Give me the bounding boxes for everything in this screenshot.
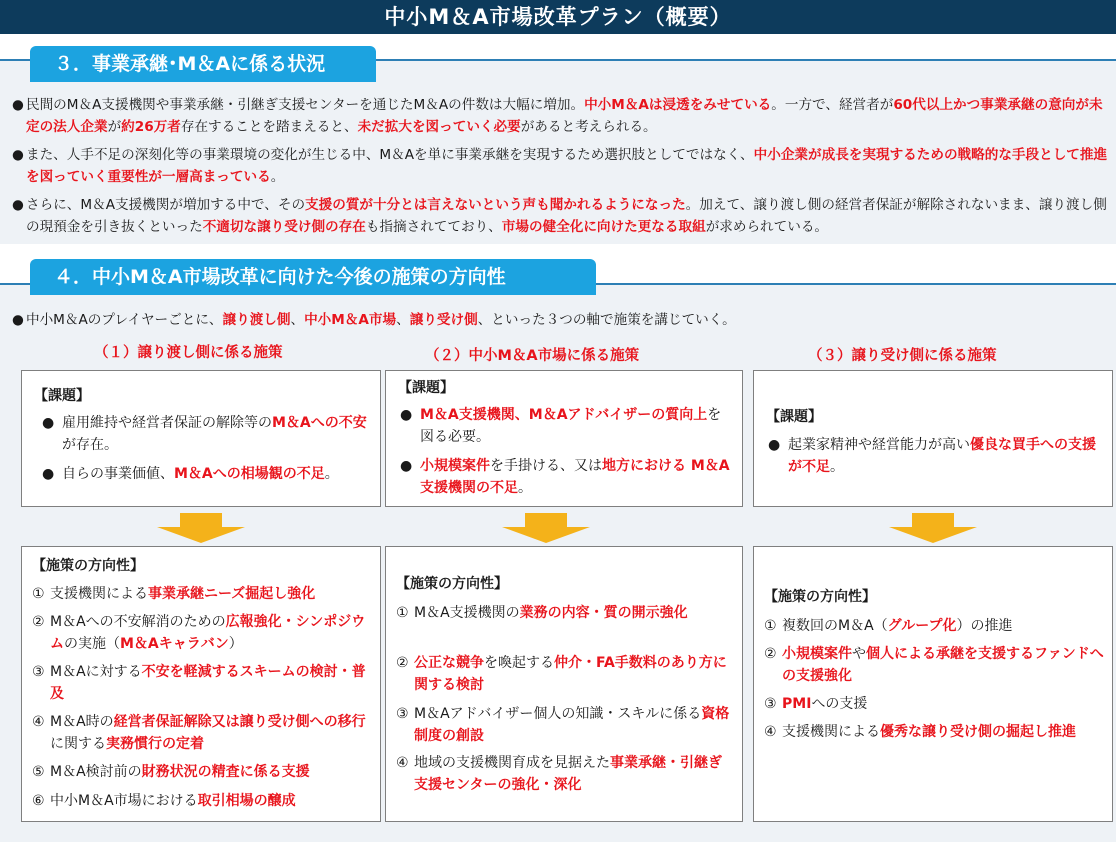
column3-heading: （３）譲り受け側に係る施策 [808, 348, 997, 364]
emphasis-text: 優秀な譲り受け側の掘起し推進 [880, 724, 1076, 740]
body-text: 。 [324, 466, 339, 482]
issue-item [768, 434, 1104, 478]
bullet-text [12, 144, 1108, 188]
body-text: 。一方で、経営者が [771, 97, 894, 113]
policy-text [32, 711, 372, 755]
body-text: 起業家精神や経営能力が高い [788, 437, 970, 453]
issue-text [42, 412, 378, 456]
body-text: があると考えられる。 [520, 119, 657, 135]
body-text: M＆A時の [50, 714, 114, 730]
body-text: 、といった３つの軸で施策を講じていく。 [477, 312, 736, 328]
body-text: M＆A支援機関の [414, 605, 520, 621]
body-text: を喚起する [484, 655, 554, 671]
body-text: に関する [50, 736, 106, 752]
emphasis-text: PMI [782, 696, 812, 712]
policy-text [396, 652, 732, 696]
emphasis-text: 小規模案件 [420, 458, 490, 474]
issue-item [400, 404, 730, 448]
emphasis-text: 取引相場の醸成 [197, 793, 296, 809]
body-text: また、人手不足の深刻化等の事業環境の変化が生じる中、M＆Aを単に事業承継を実現するため選択肢としてではなく、 [26, 147, 754, 163]
column1-issue-box [21, 370, 381, 507]
policy-number: ④ [764, 724, 777, 740]
policy-text [396, 752, 732, 796]
issue-item [42, 412, 378, 456]
policy-item [32, 583, 372, 605]
body-text: を手掛ける、又は [490, 458, 602, 474]
body-text: 支援機関による [50, 586, 148, 602]
policy-label: 【施策の方向性】 [32, 558, 144, 574]
emphasis-text: 小規模案件 [782, 646, 852, 662]
section3-bullet-2 [12, 144, 1108, 188]
body-text: が求められている。 [705, 219, 829, 235]
policy-text [764, 721, 1104, 743]
policy-item [764, 693, 1104, 715]
bullet-text [12, 194, 1116, 238]
emphasis-text: 60代以上かつ事業承継の意向が未定の法人企業 [26, 97, 1103, 135]
body-text: M＆Aアドバイザー個人の知識・スキルに係る [414, 706, 702, 722]
issue-label: 【課題】 [34, 388, 90, 404]
emphasis-text: 仲介・FA手数料のあり方に関する検討 [414, 655, 727, 693]
body-text: さらに、M＆A支援機関が増加する中で、その [26, 197, 306, 213]
issue-label: 【課題】 [398, 380, 454, 396]
issue-item [400, 455, 730, 499]
bullet-marker: ● [12, 312, 24, 328]
emphasis-text: 中小M＆Aは浸透をみせている [584, 97, 772, 113]
policy-number: ④ [32, 714, 45, 730]
emphasis-text: 公正な競争 [414, 655, 484, 671]
policy-text [396, 703, 732, 747]
policy-label: 【施策の方向性】 [764, 589, 876, 605]
issue-text [768, 434, 1104, 478]
section3-heading: ３．事業承継･M＆Aに係る状況 [30, 46, 376, 82]
body-text: M＆Aに対する [50, 664, 142, 680]
section4-heading: ４．中小M＆A市場改革に向けた今後の施策の方向性 [30, 259, 596, 295]
policy-number: ③ [32, 664, 45, 680]
emphasis-text: 中小企業が成長を実現するための戦略的な手段として推進を図っていく重要性が一層高まっている [26, 147, 1108, 185]
emphasis-text: 譲り受け側 [409, 312, 478, 328]
emphasis-text: 個人による承継を支援するファンドへの支援強化 [782, 646, 1104, 684]
body-text: が存在。 [62, 437, 118, 453]
down-arrow-icon [525, 513, 567, 527]
emphasis-text: 不安を軽減するスキームの検討・普及 [50, 664, 366, 702]
issue-item [42, 463, 378, 485]
emphasis-text: 優良な買手への支援が不足 [788, 437, 1096, 475]
emphasis-text: 事業承継ニーズ掘起し強化 [148, 586, 316, 602]
policy-text [396, 602, 732, 624]
policy-number: ① [396, 605, 409, 621]
emphasis-text: 約26万者 [121, 119, 181, 135]
body-text: 支援機関による [782, 724, 880, 740]
policy-item [396, 652, 732, 696]
column1-policy-box [21, 546, 381, 822]
bullet-marker: ● [42, 466, 55, 482]
body-text: や [852, 646, 866, 662]
body-text: 。 [518, 480, 532, 496]
section4-intro [12, 309, 1108, 331]
bullet-marker: ● [400, 458, 413, 474]
policy-number: ④ [396, 755, 409, 771]
body-text: の実施（ [64, 636, 120, 652]
policy-number: ③ [764, 696, 777, 712]
body-text: も指摘されてており、 [365, 219, 502, 235]
emphasis-text: 経営者保証解除又は譲り受け側への移行 [113, 714, 366, 730]
body-text: への支援 [811, 696, 868, 712]
column1-heading: （１）譲り渡し側に係る施策 [94, 345, 283, 361]
column2-policy-box [385, 546, 743, 822]
body-text: 存在することを踏まえると、 [180, 119, 358, 135]
policy-item [32, 790, 372, 812]
body-text: 雇用維持や経営者保証の解除等の [62, 415, 272, 431]
column2-issue-box [385, 370, 743, 507]
emphasis-text: M＆Aへの相場観の不足 [174, 466, 325, 482]
down-arrow-icon [912, 513, 954, 527]
policy-item [764, 643, 1104, 687]
emphasis-text: 資格制度の創設 [414, 706, 730, 744]
intro-text [12, 309, 1108, 331]
emphasis-text: M＆Aキャラバン [120, 636, 229, 652]
policy-number: ② [764, 646, 777, 662]
policy-text [764, 615, 1104, 637]
bullet-text [12, 94, 1108, 138]
emphasis-text: 広報強化・シンポジウム [50, 614, 366, 652]
emphasis-text: 事業承継・引継ぎ支援センターの強化・深化 [414, 755, 722, 793]
policy-item [764, 721, 1104, 743]
column2-heading: （２）中小M＆A市場に係る施策 [425, 348, 640, 364]
body-text: 複数回のM＆A（ [782, 618, 888, 634]
policy-number: ① [764, 618, 777, 634]
policy-text [32, 790, 372, 812]
emphasis-text: グループ化 [887, 618, 957, 634]
bullet-marker: ● [12, 97, 24, 113]
column3-policy-box [753, 546, 1113, 822]
down-arrow-icon [157, 527, 245, 543]
policy-number: ② [32, 614, 45, 630]
policy-number: ③ [396, 706, 409, 722]
emphasis-text: M＆A支援機関、M＆Aアドバイザーの質向上 [420, 407, 708, 423]
emphasis-text: 業務の内容・質の開示強化 [519, 605, 688, 621]
body-text: が [107, 119, 122, 135]
issue-text [400, 404, 730, 448]
body-text: M＆A検討前の [50, 764, 142, 780]
issue-text [400, 455, 730, 499]
emphasis-text: 実務慣行の定着 [106, 736, 204, 752]
policy-text [32, 661, 372, 705]
column3-issue-box [753, 370, 1113, 507]
policy-text [32, 583, 372, 605]
body-text: M＆Aへの不安解消のための [50, 614, 226, 630]
emphasis-text: 不適切な譲り受け側の存在 [202, 219, 366, 235]
emphasis-text: 支援の質が十分とは言えないという声も聞かれるようになった [305, 197, 686, 213]
policy-text [32, 611, 372, 655]
body-text: 、 [396, 312, 410, 328]
body-text: 地域の支援機関育成を見据えた [414, 755, 610, 771]
policy-item [764, 615, 1104, 637]
bullet-marker: ● [768, 437, 781, 453]
policy-item [396, 602, 732, 624]
policy-item [32, 661, 372, 705]
policy-text [32, 761, 372, 783]
policy-item [32, 711, 372, 755]
emphasis-text: 地方における M＆A支援機関の不足 [420, 458, 730, 496]
body-text: 。 [270, 169, 285, 185]
policy-number: ① [32, 586, 45, 602]
down-arrow-icon [502, 527, 590, 543]
emphasis-text: 市場の健全化に向けた更なる取組 [501, 219, 706, 235]
down-arrow-icon [180, 513, 222, 527]
policy-text [764, 693, 1104, 715]
policy-label: 【施策の方向性】 [396, 576, 508, 592]
emphasis-text: 中小M＆A市場 [304, 312, 397, 328]
body-text: 、 [290, 312, 305, 328]
policy-number: ⑤ [32, 764, 45, 780]
bullet-marker: ● [42, 415, 55, 431]
emphasis-text: 財務状況の精査に係る支援 [141, 764, 310, 780]
policy-number: ② [396, 655, 409, 671]
emphasis-text: M＆Aへの不安 [272, 415, 367, 431]
body-text: 中小M＆Aのプレイヤーごとに、 [26, 312, 223, 328]
body-text: 民間のM＆A支援機関や事業承継・引継ぎ支援センターを通じたM＆Aの件数は大幅に増加。 [26, 97, 585, 113]
policy-item [396, 752, 732, 796]
body-text: ）の推進 [956, 618, 1013, 634]
body-text: ） [228, 636, 243, 652]
bullet-marker: ● [12, 197, 24, 213]
body-text: 中小M＆A市場における [50, 793, 198, 809]
body-text: 。加えて、譲り渡し側の経営者保証が解除されないまま、譲り渡し側の現預金を引き抜くといった [26, 197, 1107, 235]
bullet-marker: ● [12, 147, 24, 163]
down-arrow-icon [889, 527, 977, 543]
body-text: を図る必要。 [420, 407, 722, 445]
emphasis-text: 譲り渡し側 [222, 312, 291, 328]
policy-text [764, 643, 1104, 687]
body-text: 。 [830, 459, 844, 475]
issue-text [42, 463, 378, 485]
policy-item [32, 761, 372, 783]
section3-bullet-3 [12, 194, 1116, 238]
policy-item [396, 703, 732, 747]
policy-number: ⑥ [32, 793, 45, 809]
emphasis-text: 未だ拡大を図っていく必要 [357, 119, 521, 135]
issue-label: 【課題】 [766, 409, 822, 425]
page-title: 中小M＆A市場改革プラン（概要） [0, 0, 1116, 34]
section3-bullet-1 [12, 94, 1108, 138]
body-text: 自らの事業価値、 [62, 466, 174, 482]
policy-item [32, 611, 372, 655]
bullet-marker: ● [400, 407, 413, 423]
